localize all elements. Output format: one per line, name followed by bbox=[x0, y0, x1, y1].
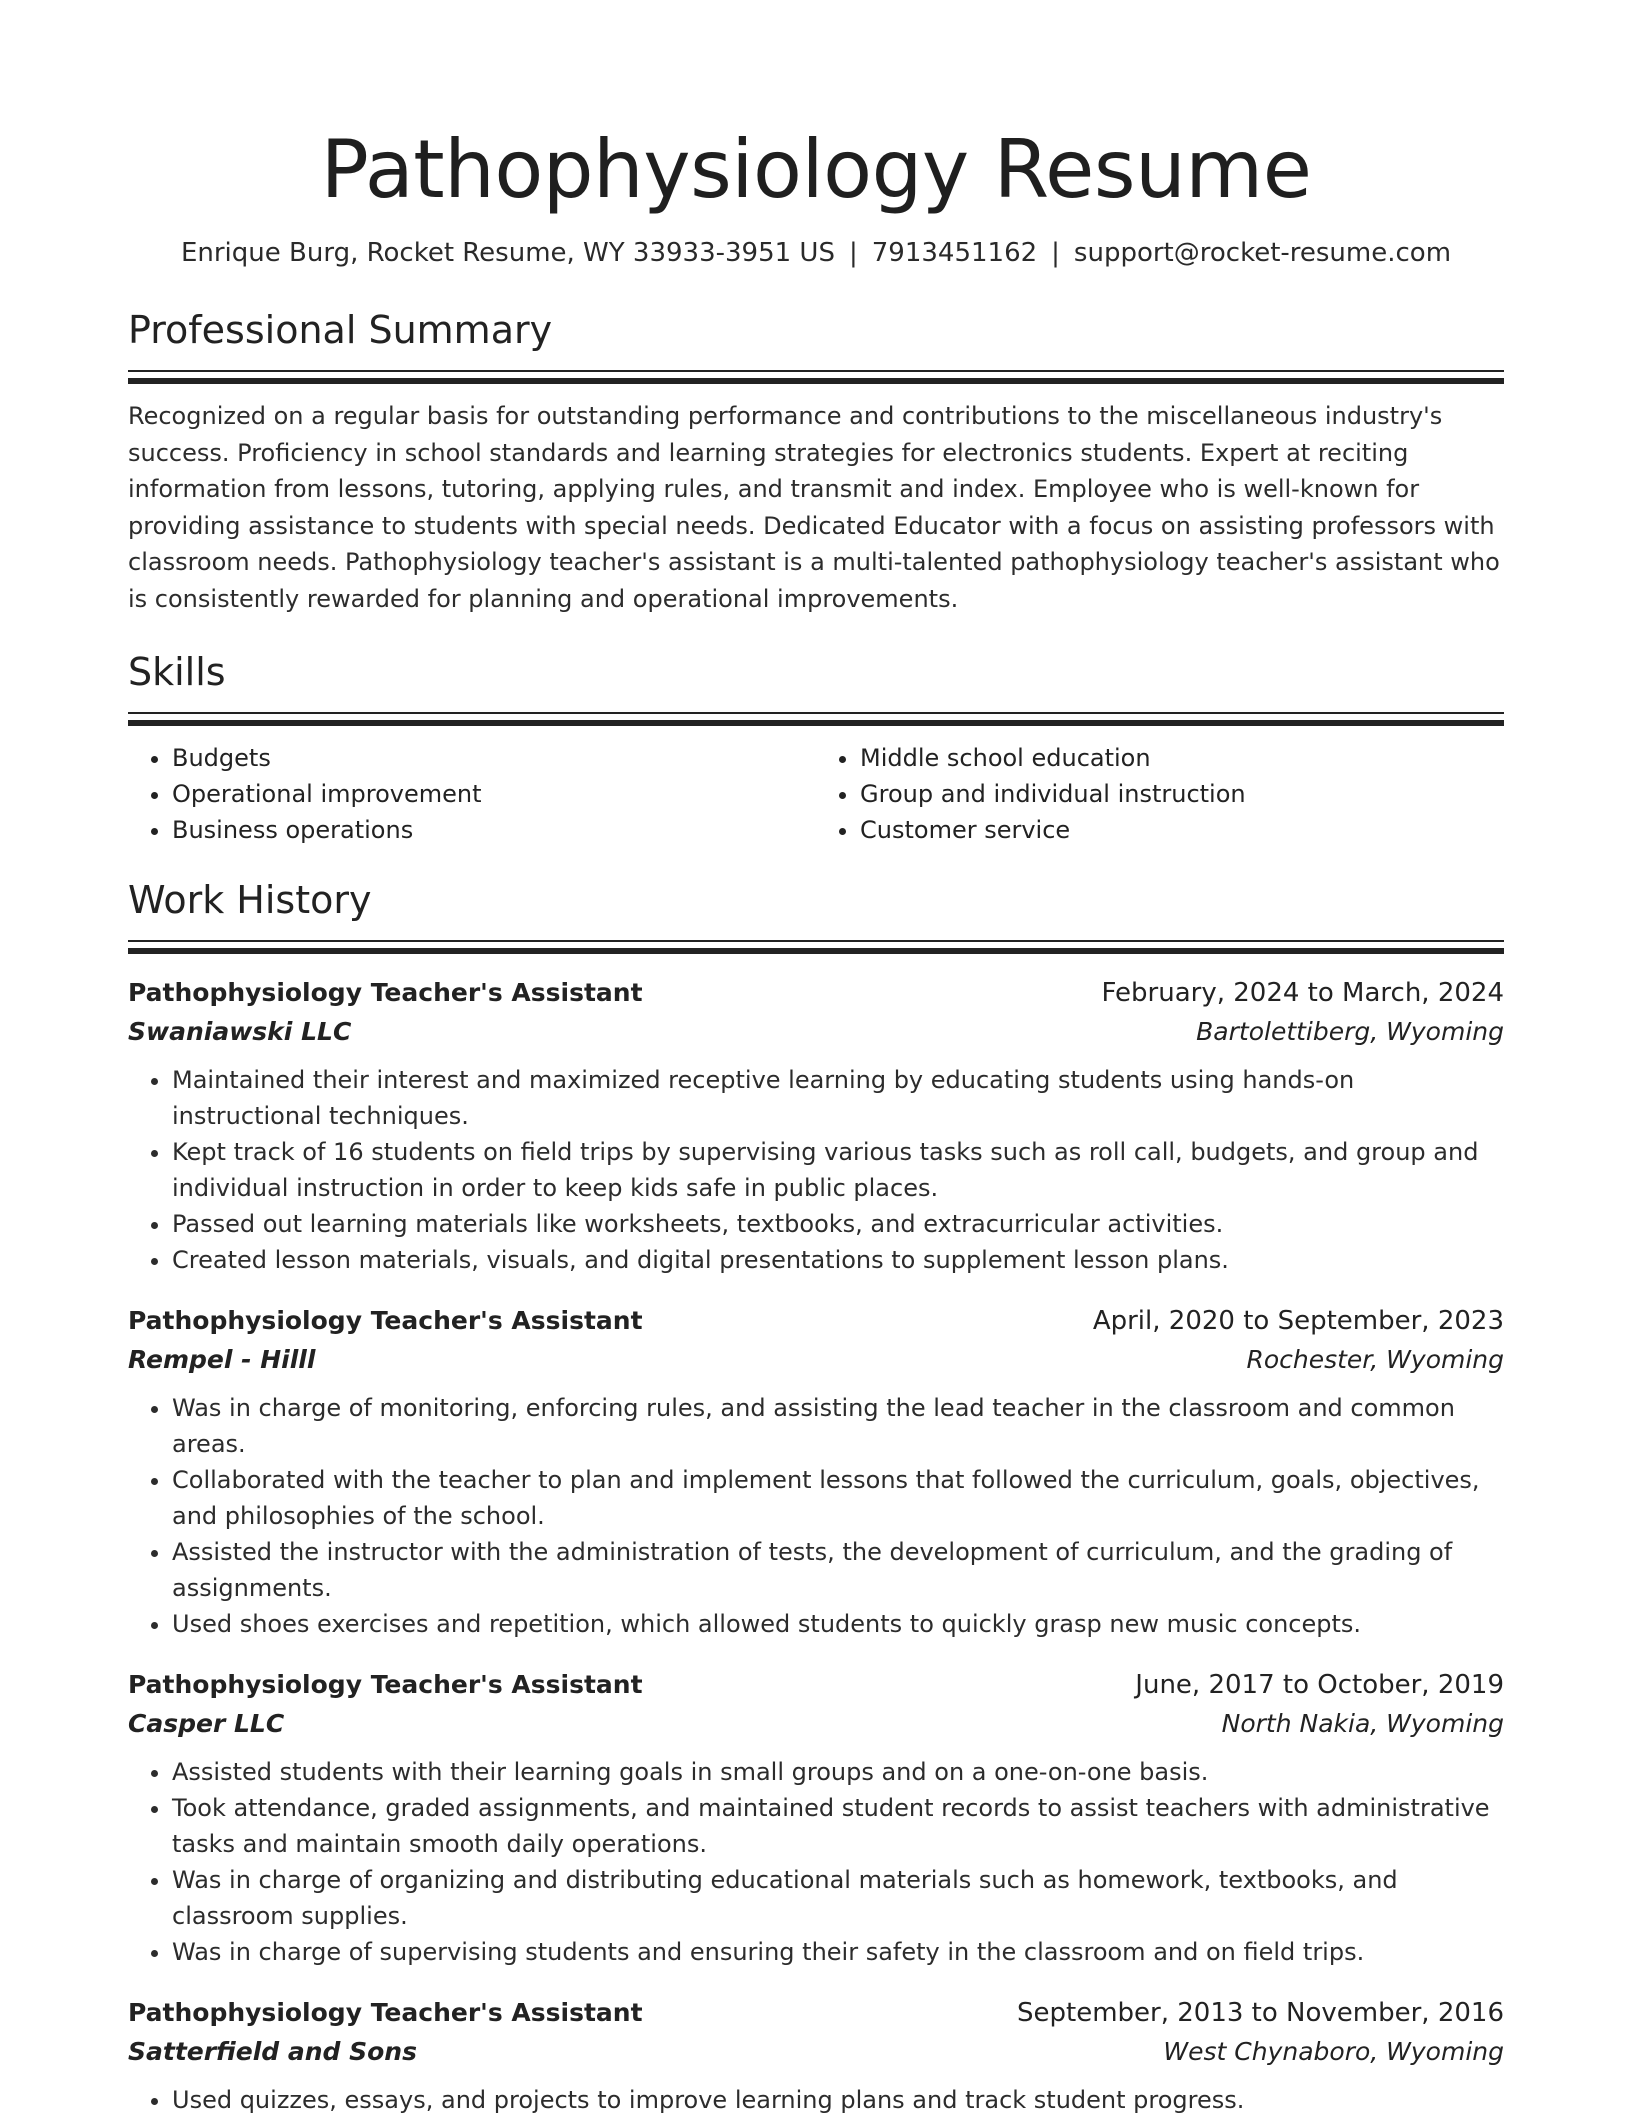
skill-item: • Budgets bbox=[172, 740, 816, 776]
job-subheader bbox=[128, 1704, 1504, 1744]
job-location: West Chynaboro, Wyoming bbox=[1163, 2036, 1504, 2066]
skills-list-left bbox=[128, 740, 816, 848]
job-location: Rochester, Wyoming bbox=[1246, 1344, 1504, 1374]
contact-separator: | bbox=[848, 238, 858, 268]
list-item: • Was in charge of organizing and distributing educational materials such as homework, textbooks, and classroom supplies. bbox=[172, 1862, 1504, 1934]
list-item: • Kept track of 16 students on field trips by supervising various tasks such as roll call, budgets, and group and individual instruction in order to keep kids safe in public places. bbox=[172, 1134, 1504, 1206]
job-dates: June, 2017 to October, 2019 bbox=[1135, 1669, 1504, 1700]
skills-list-right bbox=[816, 740, 1504, 848]
job-bullets bbox=[128, 2082, 1504, 2118]
list-item: • Assisted the instructor with the administration of tests, the development of curriculum, and the grading of assignments. bbox=[172, 1534, 1504, 1606]
job-dates: September, 2013 to November, 2016 bbox=[1017, 1997, 1504, 2028]
job-bullets bbox=[128, 1062, 1504, 1278]
list-item: • Collaborated with the teacher to plan and implement lessons that followed the curriculum, goals, objectives, and philosophies of the school. bbox=[172, 1462, 1504, 1534]
summary-section bbox=[128, 306, 1504, 618]
job-header bbox=[128, 1666, 1504, 1704]
job-company: Swaniawski LLC bbox=[128, 1016, 352, 1046]
job-title: Pathophysiology Teacher's Assistant bbox=[128, 1669, 643, 1699]
list-item: • Passed out learning materials like worksheets, textbooks, and extracurricular activities. bbox=[172, 1206, 1504, 1242]
section-divider bbox=[128, 370, 1504, 384]
section-divider bbox=[128, 712, 1504, 726]
job-header bbox=[128, 974, 1504, 1012]
section-divider bbox=[128, 940, 1504, 954]
list-item: • Assisted students with their learning goals in small groups and on a one-on-one basis. bbox=[172, 1754, 1504, 1790]
skill-item: • Group and individual instruction bbox=[860, 776, 1504, 812]
job-location: North Nakia, Wyoming bbox=[1221, 1708, 1504, 1738]
job-title: Pathophysiology Teacher's Assistant bbox=[128, 1305, 643, 1335]
list-item: • Was in charge of supervising students and ensuring their safety in the classroom and on field trips. bbox=[172, 1934, 1504, 1970]
work-section bbox=[128, 876, 1504, 2118]
job-subheader bbox=[128, 1340, 1504, 1380]
list-item: • Used quizzes, essays, and projects to improve learning plans and track student progress. bbox=[172, 2082, 1504, 2118]
contact-email: support@rocket-resume.com bbox=[1073, 238, 1452, 268]
job-company: Rempel - Hilll bbox=[128, 1344, 316, 1374]
skill-item: • Middle school education bbox=[860, 740, 1504, 776]
job-subheader bbox=[128, 1012, 1504, 1052]
skill-item: • Operational improvement bbox=[172, 776, 816, 812]
job-entry bbox=[128, 1994, 1504, 2118]
summary-text: Recognized on a regular basis for outstanding performance and contributions to the miscellaneous industry's success. Proficiency in school standards and learning strategies for electronics students. Expert at reciting information from lessons, tutoring, applying rules, and transmit and index. Employee who is well-known for providing assistance to students with special needs. Dedicated Educator with a focus on assisting professors with classroom needs. Pathophysiology teacher's assistant is a multi-talented pathophysiology teacher's assistant who is consistently rewarded for planning and operational improvements. bbox=[128, 402, 1500, 613]
list-item: • Created lesson materials, visuals, and digital presentations to supplement lesson plans. bbox=[172, 1242, 1504, 1278]
job-title: Pathophysiology Teacher's Assistant bbox=[128, 1997, 643, 2027]
job-bullets bbox=[128, 1390, 1504, 1642]
resume-page bbox=[128, 118, 1504, 2118]
job-subheader bbox=[128, 2032, 1504, 2072]
job-company: Satterfield and Sons bbox=[128, 2036, 417, 2066]
job-entry bbox=[128, 974, 1504, 1278]
job-bullets bbox=[128, 1754, 1504, 1970]
work-heading: Work History bbox=[128, 877, 372, 922]
summary-heading: Professional Summary bbox=[128, 308, 553, 352]
job-entry bbox=[128, 1666, 1504, 1970]
job-title: Pathophysiology Teacher's Assistant bbox=[128, 977, 643, 1007]
skills-columns bbox=[128, 740, 1504, 848]
job-entry bbox=[128, 1302, 1504, 1642]
list-item: • Used shoes exercises and repetition, which allowed students to quickly grasp new music concepts. bbox=[172, 1606, 1504, 1642]
list-item: • Took attendance, graded assignments, and maintained student records to assist teachers with administrative tasks and maintain smooth daily operations. bbox=[172, 1790, 1504, 1862]
skills-section bbox=[128, 648, 1504, 848]
job-location: Bartolettiberg, Wyoming bbox=[1196, 1016, 1504, 1046]
job-dates: February, 2024 to March, 2024 bbox=[1101, 977, 1504, 1008]
contact-separator: | bbox=[1051, 238, 1060, 268]
job-company: Casper LLC bbox=[128, 1708, 285, 1738]
page-title: Pathophysiology Resume bbox=[320, 123, 1312, 216]
skill-item: • Customer service bbox=[860, 812, 1504, 848]
skill-item: • Business operations bbox=[172, 812, 816, 848]
contact-address: Enrique Burg, Rocket Resume, WY 33933-3951 US bbox=[180, 238, 835, 268]
contact-line bbox=[128, 236, 1504, 270]
job-header bbox=[128, 1994, 1504, 2032]
contact-phone: 7913451162 bbox=[871, 238, 1038, 268]
skills-heading: Skills bbox=[128, 649, 226, 694]
job-dates: April, 2020 to September, 2023 bbox=[1092, 1305, 1504, 1336]
list-item: • Was in charge of monitoring, enforcing rules, and assisting the lead teacher in the classroom and common areas. bbox=[172, 1390, 1504, 1462]
job-header bbox=[128, 1302, 1504, 1340]
list-item: • Maintained their interest and maximized receptive learning by educating students using hands-on instructional techniques. bbox=[172, 1062, 1504, 1134]
